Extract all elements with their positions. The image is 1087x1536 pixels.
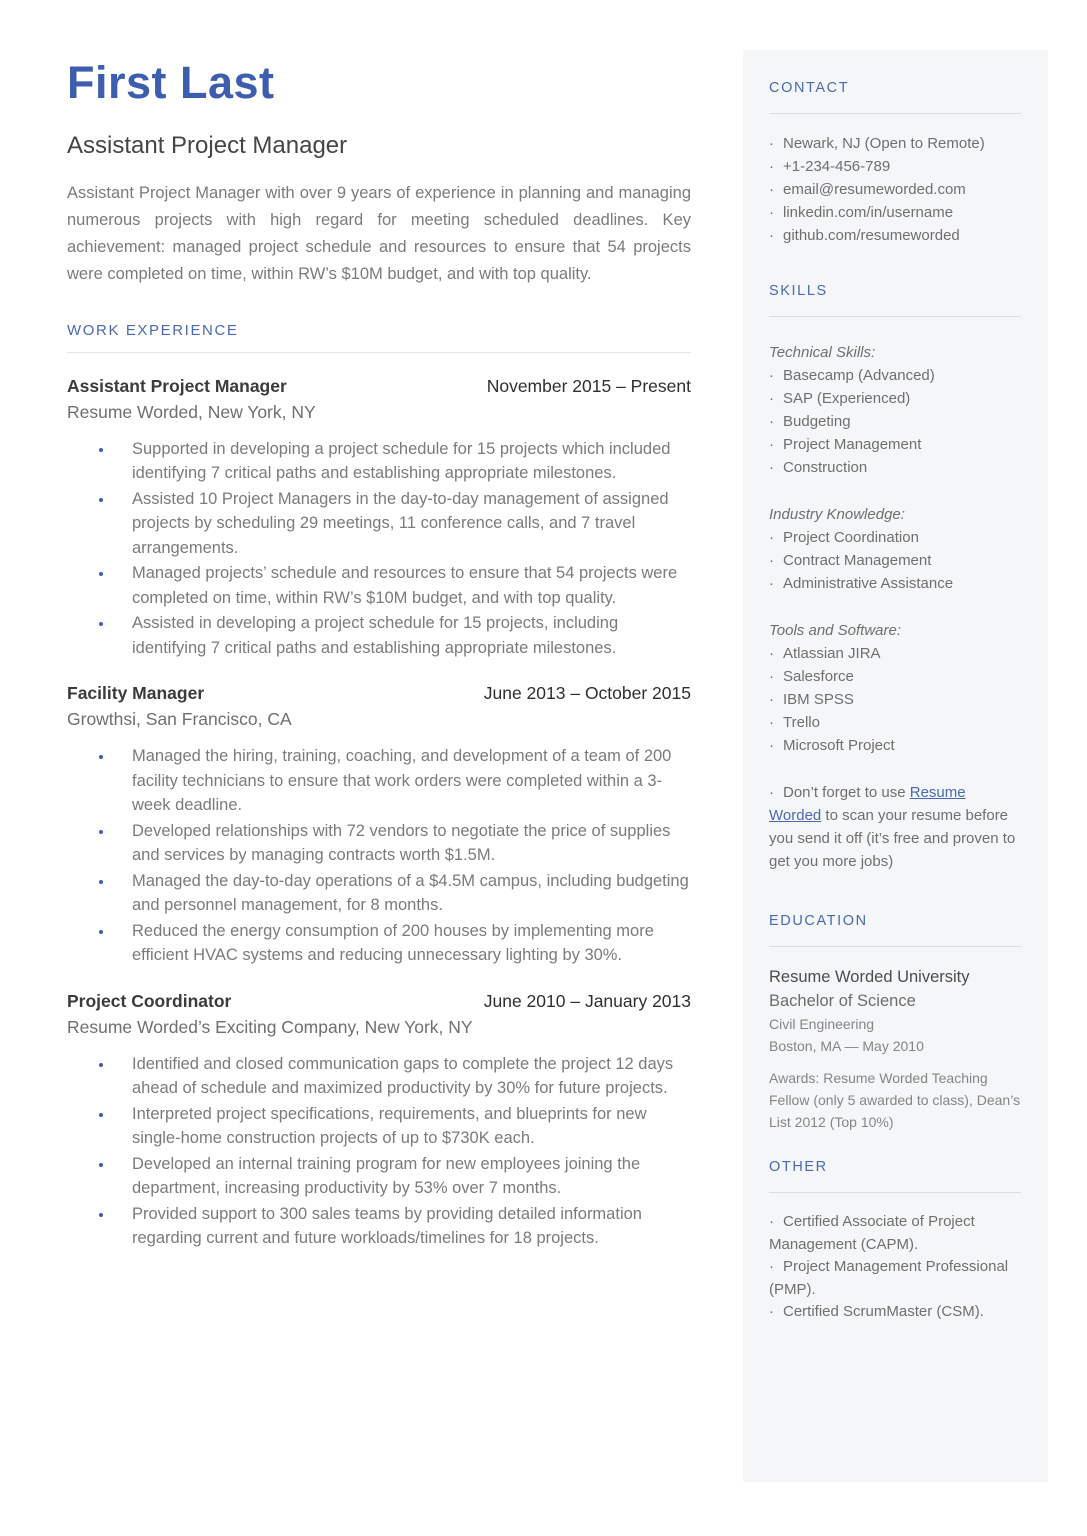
job-title: Project Coordinator [67,990,232,1011]
certification-item: · Project Management Professional (PMP). [769,1256,1021,1301]
job-title: Assistant Project Manager [67,375,287,396]
sidebar-divider [769,316,1021,317]
contact-location: · Newark, NJ (Open to Remote) [769,132,1021,155]
skill-group-technical [769,341,1021,479]
skill-group-tools [769,619,1021,757]
job-entry [67,683,691,968]
education-school: Resume Worded University [769,968,970,986]
skill-item: · Basecamp (Advanced) [769,364,1021,387]
job-title: Facility Manager [67,683,205,703]
sidebar-divider [769,946,1021,947]
note-suffix: to scan your resume before you send it off (it’s free and proven to get you more jobs) [769,807,1016,870]
job-header [67,683,691,704]
note-prefix: Don’t forget to use [783,784,910,801]
job-bullet: • Assisted 10 Project Managers in the day-to-day management of assigned projects by scheduling 29 meetings, 11 conference calls, and 7 travel arrangements. [114,487,691,561]
main-column [67,0,691,1252]
resume-worded-note [769,781,1021,873]
job-bullet-list [67,744,691,968]
skill-item: · Budgeting [769,410,1021,433]
job-bullet: • Interpreted project specifications, requirements, and blueprints for new single-home construction projects of up to $730K each. [114,1102,691,1151]
job-company: Resume Worded, New York, NY [67,401,316,422]
skill-item: · Atlassian JIRA [769,642,1021,665]
certification-item: · Certified Associate of Project Management (CAPM). [769,1211,1021,1256]
section-title-skills: SKILLS [769,283,828,299]
education-awards: Awards: Resume Worded Teaching Fellow (only 5 awarded to class), Dean’s List 2012 (Top 10%) [769,1070,1021,1130]
section-title-work-experience: WORK EXPERIENCE [67,321,239,339]
job-bullet: • Reduced the energy consumption of 200 houses by implementing more efficient HVAC systems and reducing unnecessary lighting by 30%. [114,919,691,968]
job-bullet: • Managed the day-to-day operations of a $4.5M campus, including budgeting and personnel management, for 8 months. [114,869,691,918]
skill-item: · Project Coordination [769,526,1021,549]
section-divider [67,352,691,353]
resume-worded-link[interactable]: Resume Worded [769,784,966,824]
job-bullet: • Developed an internal training program for new employees joining the department, increasing productivity by 53% over 7 months. [114,1152,691,1201]
contact-phone: · +1-234-456-789 [769,155,1021,178]
skill-item: · Microsoft Project [769,734,1021,757]
sidebar-divider [769,113,1021,114]
skill-item: · Construction [769,456,1021,479]
job-bullet: • Managed the hiring, training, coaching, and development of a team of 200 facility technicians to ensure that work orders were completed within a 3-week deadline. [114,744,691,818]
skill-item: · Salesforce [769,665,1021,688]
job-bullet: • Provided support to 300 sales teams by providing detailed information regarding current and future workloads/timelines for 18 projects. [114,1202,691,1251]
section-title-education: EDUCATION [769,913,868,929]
job-bullet: • Assisted in developing a project schedule for 15 projects, including identifying 7 critical paths and establishing appropriate milestones. [114,611,691,660]
candidate-name: First Last [67,57,275,108]
job-dates: June 2013 – October 2015 [483,683,691,703]
education-major: Civil Engineering [769,1016,875,1032]
skill-item: · Project Management [769,433,1021,456]
job-bullet: • Managed projects’ schedule and resources to ensure that 54 projects were completed on time, within RW’s $10M budget, and with top quality. [114,561,691,610]
skill-group-label: Technical Skills: [769,344,876,361]
certification-item: · Certified ScrumMaster (CSM). [769,1301,1021,1324]
sidebar [743,50,1048,1482]
skill-group-industry [769,503,1021,595]
section-title-other: OTHER [769,1159,828,1175]
job-header [67,376,691,397]
contact-linkedin: · linkedin.com/in/username [769,201,1021,224]
job-header [67,991,691,1012]
job-bullet-list [67,437,691,661]
contact-github: · github.com/resumeworded [769,224,1021,247]
skill-item: · Administrative Assistance [769,572,1021,595]
education-degree: Bachelor of Science [769,992,916,1010]
job-company: Resume Worded’s Exciting Company, New York, NY [67,1016,473,1037]
sidebar-divider [769,1192,1021,1193]
job-company: Growthsi, San Francisco, CA [67,709,292,729]
summary-paragraph: Assistant Project Manager with over 9 years of experience in planning and managing numerous projects with high regard for meeting scheduled deadlines. Key achievement: managed project schedule and resources to ensure that 54 projects were completed on time, within RW’s $10M budget, and with top quality. [67,183,691,283]
skill-group-label: Industry Knowledge: [769,506,905,523]
job-dates: June 2010 – January 2013 [483,990,691,1011]
job-entry [67,376,691,661]
skill-item: · IBM SPSS [769,688,1021,711]
job-bullet: • Supported in developing a project schedule for 15 projects which included identifying 7 critical paths and establishing appropriate milestones. [114,437,691,486]
section-title-contact: CONTACT [769,80,850,96]
education-location-date: Boston, MA — May 2010 [769,1038,924,1054]
job-bullet: • Identified and closed communication gaps to complete the project 12 days ahead of schedule and maximized productivity by 30% for future projects. [114,1052,691,1101]
job-bullet: • Developed relationships with 72 vendors to negotiate the price of supplies and services by managing contracts worth $1.5M. [114,819,691,868]
skill-item: · Contract Management [769,549,1021,572]
contact-email: · email@resumeworded.com [769,178,1021,201]
skill-group-label: Tools and Software: [769,622,902,639]
job-entry [67,991,691,1251]
candidate-title: Assistant Project Manager [67,131,348,159]
job-dates: November 2015 – Present [486,375,691,396]
job-bullet-list [67,1052,691,1251]
skill-item: · Trello [769,711,1021,734]
skill-item: · SAP (Experienced) [769,387,1021,410]
